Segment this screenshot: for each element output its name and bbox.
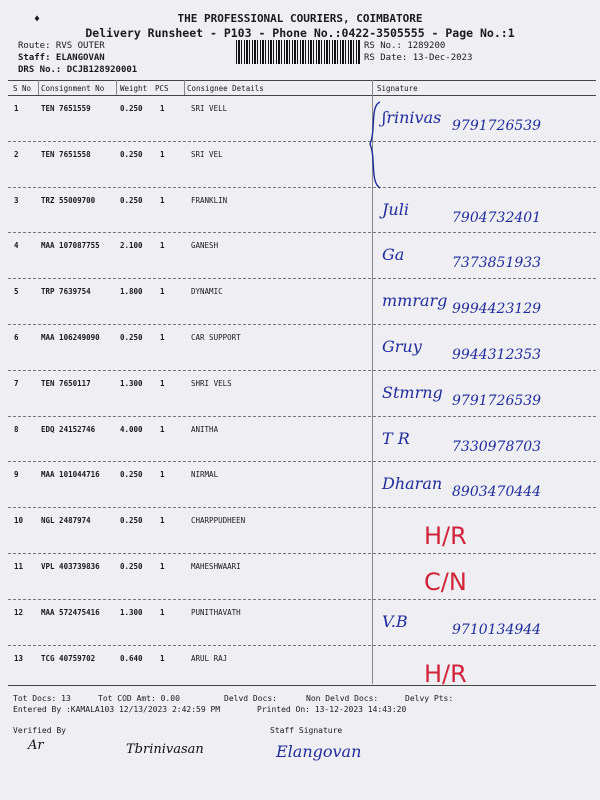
row-consignment-no: VPL 403739836: [41, 562, 100, 571]
verified-by-label: Verified By: [13, 726, 66, 735]
row-phone: 8903470444: [452, 484, 542, 501]
row-weight: 0.250: [120, 333, 143, 342]
barcode: [236, 40, 360, 64]
col-divider: [184, 80, 185, 95]
row-signature-note: C/N: [424, 568, 467, 596]
runsheet-subtitle: Delivery Runsheet - P103 - Phone No.:0422-3505555 - Page No.:1: [85, 26, 515, 40]
row-consignment-no: TRP 7639754: [41, 287, 91, 297]
row-consignee: CAR SUPPORT: [191, 333, 241, 342]
row-consignee: MAHESHWAARI: [191, 562, 241, 571]
row-separator: [8, 278, 596, 279]
row-pcs: 1: [160, 104, 165, 113]
row-weight: 0.250: [120, 195, 143, 205]
row-signature: Ga: [382, 245, 405, 265]
row-consignee: SRI VEL: [191, 149, 223, 159]
col-header-consignee: Consignee Details: [187, 84, 264, 93]
row-consignment-no: TEN 7650117: [41, 378, 91, 388]
row-consignment-no: EDQ 24152746: [41, 424, 96, 434]
row-pcs: 1: [160, 516, 165, 526]
row-signature: ʃrinivas: [382, 108, 442, 127]
row-separator: [8, 187, 596, 188]
entered-by: Entered By :KAMALA103 12/13/2023 2:42:59 PM: [13, 705, 221, 714]
row-pcs: 1: [160, 149, 165, 159]
rs-date: RS Date: 13-Dec-2023: [364, 53, 473, 63]
row-phone: 9994423129: [452, 301, 542, 318]
row-consignment-no: MAA 572475416: [41, 607, 100, 617]
row-consignee: DYNAMIC: [191, 287, 223, 297]
col-divider: [116, 80, 117, 95]
row-sno: 13: [14, 653, 24, 663]
row-signature-note: H/R: [424, 659, 467, 688]
row-weight: 0.250: [120, 562, 143, 571]
row-separator: [8, 370, 596, 371]
row-consignment-no: TCG 40759702: [41, 653, 96, 663]
verifier-signature-2: Tbrinivasan: [126, 742, 204, 757]
row-weight: 0.250: [120, 149, 143, 159]
corner-mark: ♦: [34, 14, 41, 25]
row-separator: [8, 141, 596, 142]
route-label: Route: RVS OUTER: [18, 41, 105, 51]
delivery-points: Delvy Pts:: [405, 694, 454, 703]
row-signature: Gruy: [382, 337, 422, 356]
row-separator: [8, 645, 596, 646]
printed-on: Printed On: 13-12-2023 14:43:20: [257, 705, 407, 714]
row-consignment-no: MAA 107087755: [41, 241, 100, 251]
row-pcs: 1: [160, 333, 165, 342]
row-sno: 5: [14, 287, 19, 297]
row-weight: 1.300: [120, 378, 143, 388]
row-pcs: 1: [160, 378, 165, 388]
row-phone: 9944312353: [452, 347, 542, 363]
company-title: THE PROFESSIONAL COURIERS, COIMBATORE: [177, 12, 423, 25]
rs-number: RS No.: 1289200: [364, 41, 446, 51]
row-weight: 0.250: [120, 470, 143, 480]
row-separator: [8, 553, 596, 554]
row-sno: 9: [14, 470, 19, 480]
row-separator: [8, 599, 596, 600]
table-header-rule: [8, 95, 596, 96]
row-separator: [8, 324, 596, 325]
row-consignee: CHARPPUDHEEN: [191, 516, 246, 526]
row-phone: 9791726539: [452, 118, 542, 134]
row-pcs: 1: [160, 470, 165, 480]
row-signature: Juli: [382, 199, 409, 219]
row-sno: 8: [14, 424, 19, 434]
row-sno: 4: [14, 241, 19, 251]
row-signature-note: H/R: [424, 522, 467, 551]
row-pcs: 1: [160, 653, 165, 663]
staff-signature: Elangovan: [276, 742, 362, 761]
row-consignee: NIRMAL: [191, 470, 219, 480]
row-signature: V.B: [382, 611, 408, 631]
row-phone: 9791726539: [452, 392, 542, 409]
row-sno: 12: [14, 607, 24, 617]
row-sno: 2: [14, 149, 19, 159]
row-phone: 7373851933: [452, 255, 542, 272]
row-pcs: 1: [160, 241, 165, 251]
table-top-rule: [8, 80, 596, 81]
verifier-signature-1: Ar: [28, 738, 44, 753]
col-header-weight: Weight: [120, 84, 148, 93]
col-divider: [38, 80, 39, 95]
row-pcs: 1: [160, 287, 165, 297]
col-header-signature: Signature: [377, 84, 418, 93]
row-separator: [8, 507, 596, 508]
row-sno: 10: [14, 516, 24, 526]
row-signature: T R: [382, 428, 410, 448]
row-weight: 0.250: [120, 516, 143, 526]
row-sno: 3: [14, 195, 19, 205]
footer-rule: [8, 685, 596, 686]
row-consignee: ANITHA: [191, 424, 219, 434]
row-weight: 1.300: [120, 607, 143, 617]
col-header-pcs: PCS: [155, 84, 169, 93]
row-signature: Stmrng: [382, 382, 443, 402]
row-weight: 0.250: [120, 104, 143, 113]
row-sno: 6: [14, 333, 19, 342]
row-consignee: SHRI VELS: [191, 378, 232, 388]
row-weight: 2.100: [120, 241, 143, 251]
row-sno: 7: [14, 378, 19, 388]
row-separator: [8, 461, 596, 462]
row-sno: 11: [14, 562, 24, 571]
staff-label: Staff: ELANGOVAN: [18, 53, 105, 63]
row-consignment-no: TEN 7651558: [41, 149, 91, 159]
row-signature: mmrarg: [382, 291, 448, 311]
row-consignee: PUNITHAVATH: [191, 607, 241, 617]
row-consignee: ARUL RAJ: [191, 653, 228, 663]
drs-label: DRS No.: DCJB128920001: [18, 65, 138, 75]
non-delivered-docs: Non Delvd Docs:: [306, 694, 379, 703]
row-separator: [8, 232, 596, 233]
row-signature: Dharan: [382, 474, 443, 494]
row-separator: [8, 416, 596, 417]
row-sno: 1: [14, 104, 19, 113]
staff-signature-label: Staff Signature: [270, 726, 343, 735]
delivered-docs: Delvd Docs:: [224, 694, 277, 703]
row-weight: 4.000: [120, 424, 143, 434]
col-header-sno: S No: [13, 84, 32, 93]
row-consignment-no: NGL 2487974: [41, 516, 91, 526]
row-consignment-no: MAA 106249090: [41, 333, 100, 342]
row-consignee: FRANKLIN: [191, 195, 228, 205]
row-weight: 1.800: [120, 287, 143, 297]
row-pcs: 1: [160, 607, 165, 617]
row-pcs: 1: [160, 195, 165, 205]
row-consignment-no: TRZ 55009700: [41, 195, 96, 205]
row-weight: 0.640: [120, 653, 143, 663]
total-cod: Tot COD Amt: 0.00: [98, 694, 180, 703]
total-docs: Tot Docs: 13: [13, 694, 71, 703]
row-phone: 9710134944: [452, 621, 542, 638]
row-phone: 7904732401: [452, 209, 542, 226]
row-consignment-no: MAA 101044716: [41, 470, 100, 480]
col-header-consignment: Consignment No: [41, 84, 105, 93]
bracket-mark: [366, 100, 386, 190]
row-consignee: GANESH: [191, 241, 219, 251]
row-pcs: 1: [160, 562, 165, 571]
row-consignee: SRI VELL: [191, 104, 228, 113]
row-phone: 7330978703: [452, 438, 542, 455]
row-pcs: 1: [160, 424, 165, 434]
row-consignment-no: TEN 7651559: [41, 104, 91, 113]
